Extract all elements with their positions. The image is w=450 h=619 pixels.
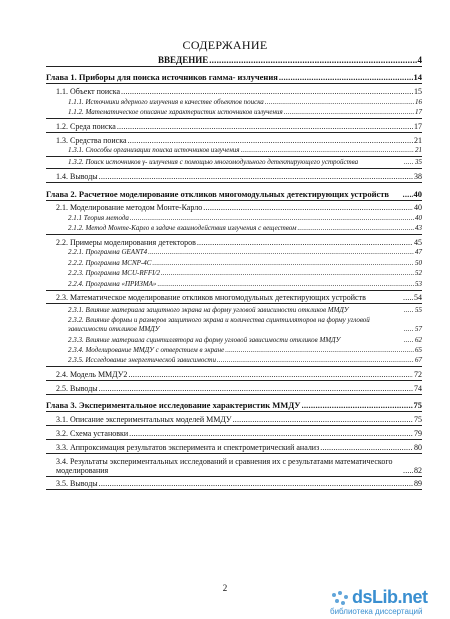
toc-entry-page: 15 (414, 87, 422, 97)
toc-leader-dots (203, 203, 413, 212)
toc-entry-page: 40 (414, 203, 422, 213)
toc-entry-title: Глава 3. Экспериментальное исследование характеристик ММДУ (46, 400, 301, 411)
toc-entry (46, 56, 422, 65)
toc-entry-page: 82 (414, 465, 422, 475)
toc-leader-dots (403, 190, 413, 199)
toc-entry-page: 17 (414, 121, 422, 131)
toc-entry (56, 172, 422, 181)
toc-entry-page: 4 (417, 55, 422, 65)
toc-entry-title: 2.1.1 Теория метода (68, 213, 129, 222)
toc-divider (46, 303, 422, 304)
toc-entry-page: 57 (415, 325, 422, 334)
watermark-logo: dsLib.net (352, 587, 428, 607)
toc-leader-dots (161, 269, 414, 278)
toc-entry (56, 122, 422, 131)
toc-entry-page: 17 (415, 108, 422, 116)
toc-divider (46, 394, 422, 395)
toc-entry (56, 457, 422, 475)
toc-entry-page: 21 (414, 135, 422, 145)
toc-entry-page: 38 (414, 172, 422, 182)
toc-entry-page: 47 (415, 248, 422, 257)
toc-entry (56, 136, 422, 145)
toc-divider (46, 66, 422, 67)
toc-divider (46, 132, 422, 133)
toc-leader-dots (152, 259, 414, 268)
toc-entry (46, 190, 422, 199)
toc-entry-title: 2.2.4. Программа «ПРИЗМА» (68, 279, 157, 288)
toc-divider (46, 453, 422, 454)
toc-entry-title: 2.3. Математическое моделирование откликов многомодульных детектирующих устройств (56, 293, 366, 303)
toc-entry (68, 98, 422, 107)
toc-leader-dots (404, 158, 414, 167)
toc-entry-title: 2.2.3. Программа MCU-RFFI/2 (68, 269, 160, 278)
toc-entry-page: 53 (415, 279, 422, 288)
toc-leader-dots (320, 443, 413, 452)
toc-entry-page: 79 (414, 429, 422, 438)
toc-leader-dots (225, 346, 414, 355)
toc-entry (56, 429, 422, 438)
toc-entry (68, 108, 422, 117)
toc-entry-title: Глава 2. Расчетное моделирование откликов многомодульных детектирующих устройств (46, 188, 390, 199)
toc-divider (46, 83, 422, 84)
toc-divider (46, 476, 422, 477)
toc-leader-dots (403, 293, 413, 302)
toc-divider (46, 411, 422, 412)
toc-leader-dots (233, 415, 413, 424)
toc-entry (68, 269, 422, 278)
page-number: 2 (222, 583, 228, 593)
toc-leader-dots (404, 306, 414, 315)
toc-leader-dots (148, 248, 414, 257)
toc-entry (68, 248, 422, 257)
toc-entry-title: 3.1. Описание экспериментальных моделей ММДУ (56, 415, 232, 425)
toc-leader-dots (404, 336, 414, 345)
toc-entry-page: 80 (414, 442, 422, 452)
toc-entry-title: 1.1.1. Источники ядерного излучения в качестве объектов поиска (68, 97, 264, 106)
toc-entry (68, 259, 422, 268)
toc-divider (46, 156, 422, 157)
toc-entry-title: 1.3. Средства поиска (56, 135, 127, 145)
toc-entry-title: 1.3.1. Способы организации поиска источников излучения (68, 146, 240, 154)
watermark-dots-icon (330, 591, 352, 607)
toc-entry-page: 43 (415, 224, 422, 233)
toc-entry-page: 50 (415, 258, 422, 267)
toc-entry-page: 62 (415, 335, 422, 344)
toc-entry-title: 3.3. Аппроксимация результатов эксперимента и спектрометрический анализ (56, 442, 320, 452)
toc-entry-title: 2.3.5. Исследование энергетической зависимости (68, 356, 216, 365)
toc-entry-title: 3.2. Схема установки (56, 429, 129, 438)
toc-entry-page: 52 (415, 269, 422, 278)
toc-entry-title: 2.1. Моделирование методом Монте-Карло (56, 203, 203, 213)
toc-entry (56, 238, 422, 247)
toc-leader-dots (279, 73, 413, 82)
toc-entry-page: 74 (414, 384, 422, 393)
toc-divider (46, 118, 422, 119)
toc-entry (68, 346, 422, 355)
toc-entry (56, 293, 422, 302)
toc-entry (46, 401, 422, 410)
toc-entry-page: 40 (413, 188, 422, 199)
toc-entry-title: 1.3.2. Поиск источников γ- излучения с помощью многомодульного детектирующего устройства (68, 158, 359, 167)
toc-entry-page: 14 (413, 72, 422, 83)
toc-entry (56, 479, 422, 488)
toc-leader-dots (265, 98, 414, 107)
toc-entry-title: 2.2. Примеры моделирования детекторов (56, 238, 196, 247)
toc-leader-dots (404, 325, 414, 334)
toc-entry-page: 65 (415, 346, 422, 354)
toc-leader-dots (128, 136, 413, 145)
toc-entry (68, 316, 422, 334)
toc-leader-dots (403, 466, 413, 475)
toc-divider (46, 425, 422, 426)
toc-entry-title: Глава 1. Приборы для поиска источников гамма- излучения (46, 72, 278, 83)
toc-entry (56, 415, 422, 424)
toc-divider (46, 234, 422, 235)
toc-leader-dots (217, 356, 414, 365)
toc-entry-title: 2.3.1. Влияние материала защитного экрана на форму угловой зависимости откликов ММДУ (68, 305, 349, 314)
toc-entry-page: 45 (414, 238, 422, 247)
toc-divider (46, 182, 422, 183)
toc-entry-page: 35 (415, 158, 422, 167)
toc-entry (68, 214, 422, 223)
toc-entry-title: 2.2.1. Программа GEANT4 (68, 248, 148, 257)
toc-leader-dots (117, 122, 413, 131)
toc-leader-dots (130, 214, 414, 223)
toc-entry (68, 158, 422, 167)
toc-entry (46, 73, 422, 82)
toc-entry-title: 1.1. Объект поиска (56, 87, 121, 97)
toc-divider (46, 380, 422, 381)
toc-leader-dots (209, 56, 416, 65)
toc-entry-title: 2.2.2. Программа MCNP-4C (68, 258, 152, 267)
watermark (330, 587, 448, 617)
toc-entry-page: 67 (415, 356, 422, 365)
toc-leader-dots (99, 479, 413, 488)
toc-entry-title: 2.3.4. Моделирование ММДУ с отверстием в экране (68, 346, 225, 354)
toc-divider (46, 168, 422, 169)
toc-entry-page: 54 (414, 293, 422, 303)
toc-entry-page: 72 (414, 370, 422, 380)
toc-entry-title: 1.1.2. Математическое описание характеристик источников излучения (68, 108, 283, 116)
toc-entry (56, 87, 422, 96)
toc-leader-dots (302, 401, 413, 410)
toc-leader-dots (297, 224, 414, 233)
toc-entry-page: 55 (415, 305, 422, 314)
toc-entry-title: 1.2. Среда поиска (56, 121, 116, 131)
toc-entry-title: 3.5. Выводы (56, 479, 98, 489)
toc-entry-page: 40 (415, 213, 422, 222)
toc-entry (68, 224, 422, 233)
toc-entry-title: ВВЕДЕНИЕ (158, 55, 209, 65)
toc-entry (68, 306, 422, 315)
toc-leader-dots (121, 87, 413, 96)
toc-leader-dots (284, 108, 414, 117)
toc-leader-dots (129, 429, 413, 438)
toc-entry-page: 16 (415, 97, 422, 106)
toc-entry-page: 89 (414, 479, 422, 489)
page-title: СОДЕРЖАНИЕ (182, 38, 268, 52)
toc-entry-title: 2.4. Модель ММДУ2 (56, 370, 128, 380)
toc-entry (68, 356, 422, 365)
toc-entry-title: 2.3.2. Влияние формы и размеров защитного экрана и количества сцинтилляторов на форму угловой зависимости откликов ММДУ (68, 316, 370, 334)
toc-entry (68, 146, 422, 155)
toc-divider (46, 489, 422, 490)
toc-leader-dots (157, 280, 414, 289)
toc-entry-title: 3.4. Результаты экспериментальных исследований и сравнения их с результатами математического моделирования (56, 456, 393, 475)
toc-divider (46, 290, 422, 291)
toc-entry-title: 2.5. Выводы (56, 384, 98, 393)
toc-entry (68, 280, 422, 289)
toc-divider (46, 366, 422, 367)
toc-entry (56, 370, 422, 379)
toc-leader-dots (197, 238, 413, 247)
toc-entry-title: 2.1.2. Метод Монте-Карло в задаче взаимодействия излучения с веществом (68, 224, 297, 233)
toc-leader-dots (241, 146, 414, 155)
toc-entry (56, 203, 422, 212)
toc-leader-dots (99, 384, 413, 393)
watermark-subtitle: библиотека диссертаций (330, 607, 423, 616)
toc-entry-title: 2.3.3. Влияние материала сцинтиллятора на форму угловой зависимости откликов ММДУ (68, 335, 341, 344)
toc-leader-dots (128, 370, 413, 379)
toc-entry-title: 1.4. Выводы (56, 172, 98, 182)
toc-divider (46, 200, 422, 201)
toc-entry-page: 75 (414, 415, 422, 425)
toc-entry (68, 336, 422, 345)
toc-divider (46, 439, 422, 440)
toc-entry (56, 384, 422, 393)
toc-entry-page: 75 (413, 400, 422, 411)
toc-entry-page: 21 (415, 146, 422, 154)
toc-entry (56, 443, 422, 452)
toc-leader-dots (99, 172, 413, 181)
